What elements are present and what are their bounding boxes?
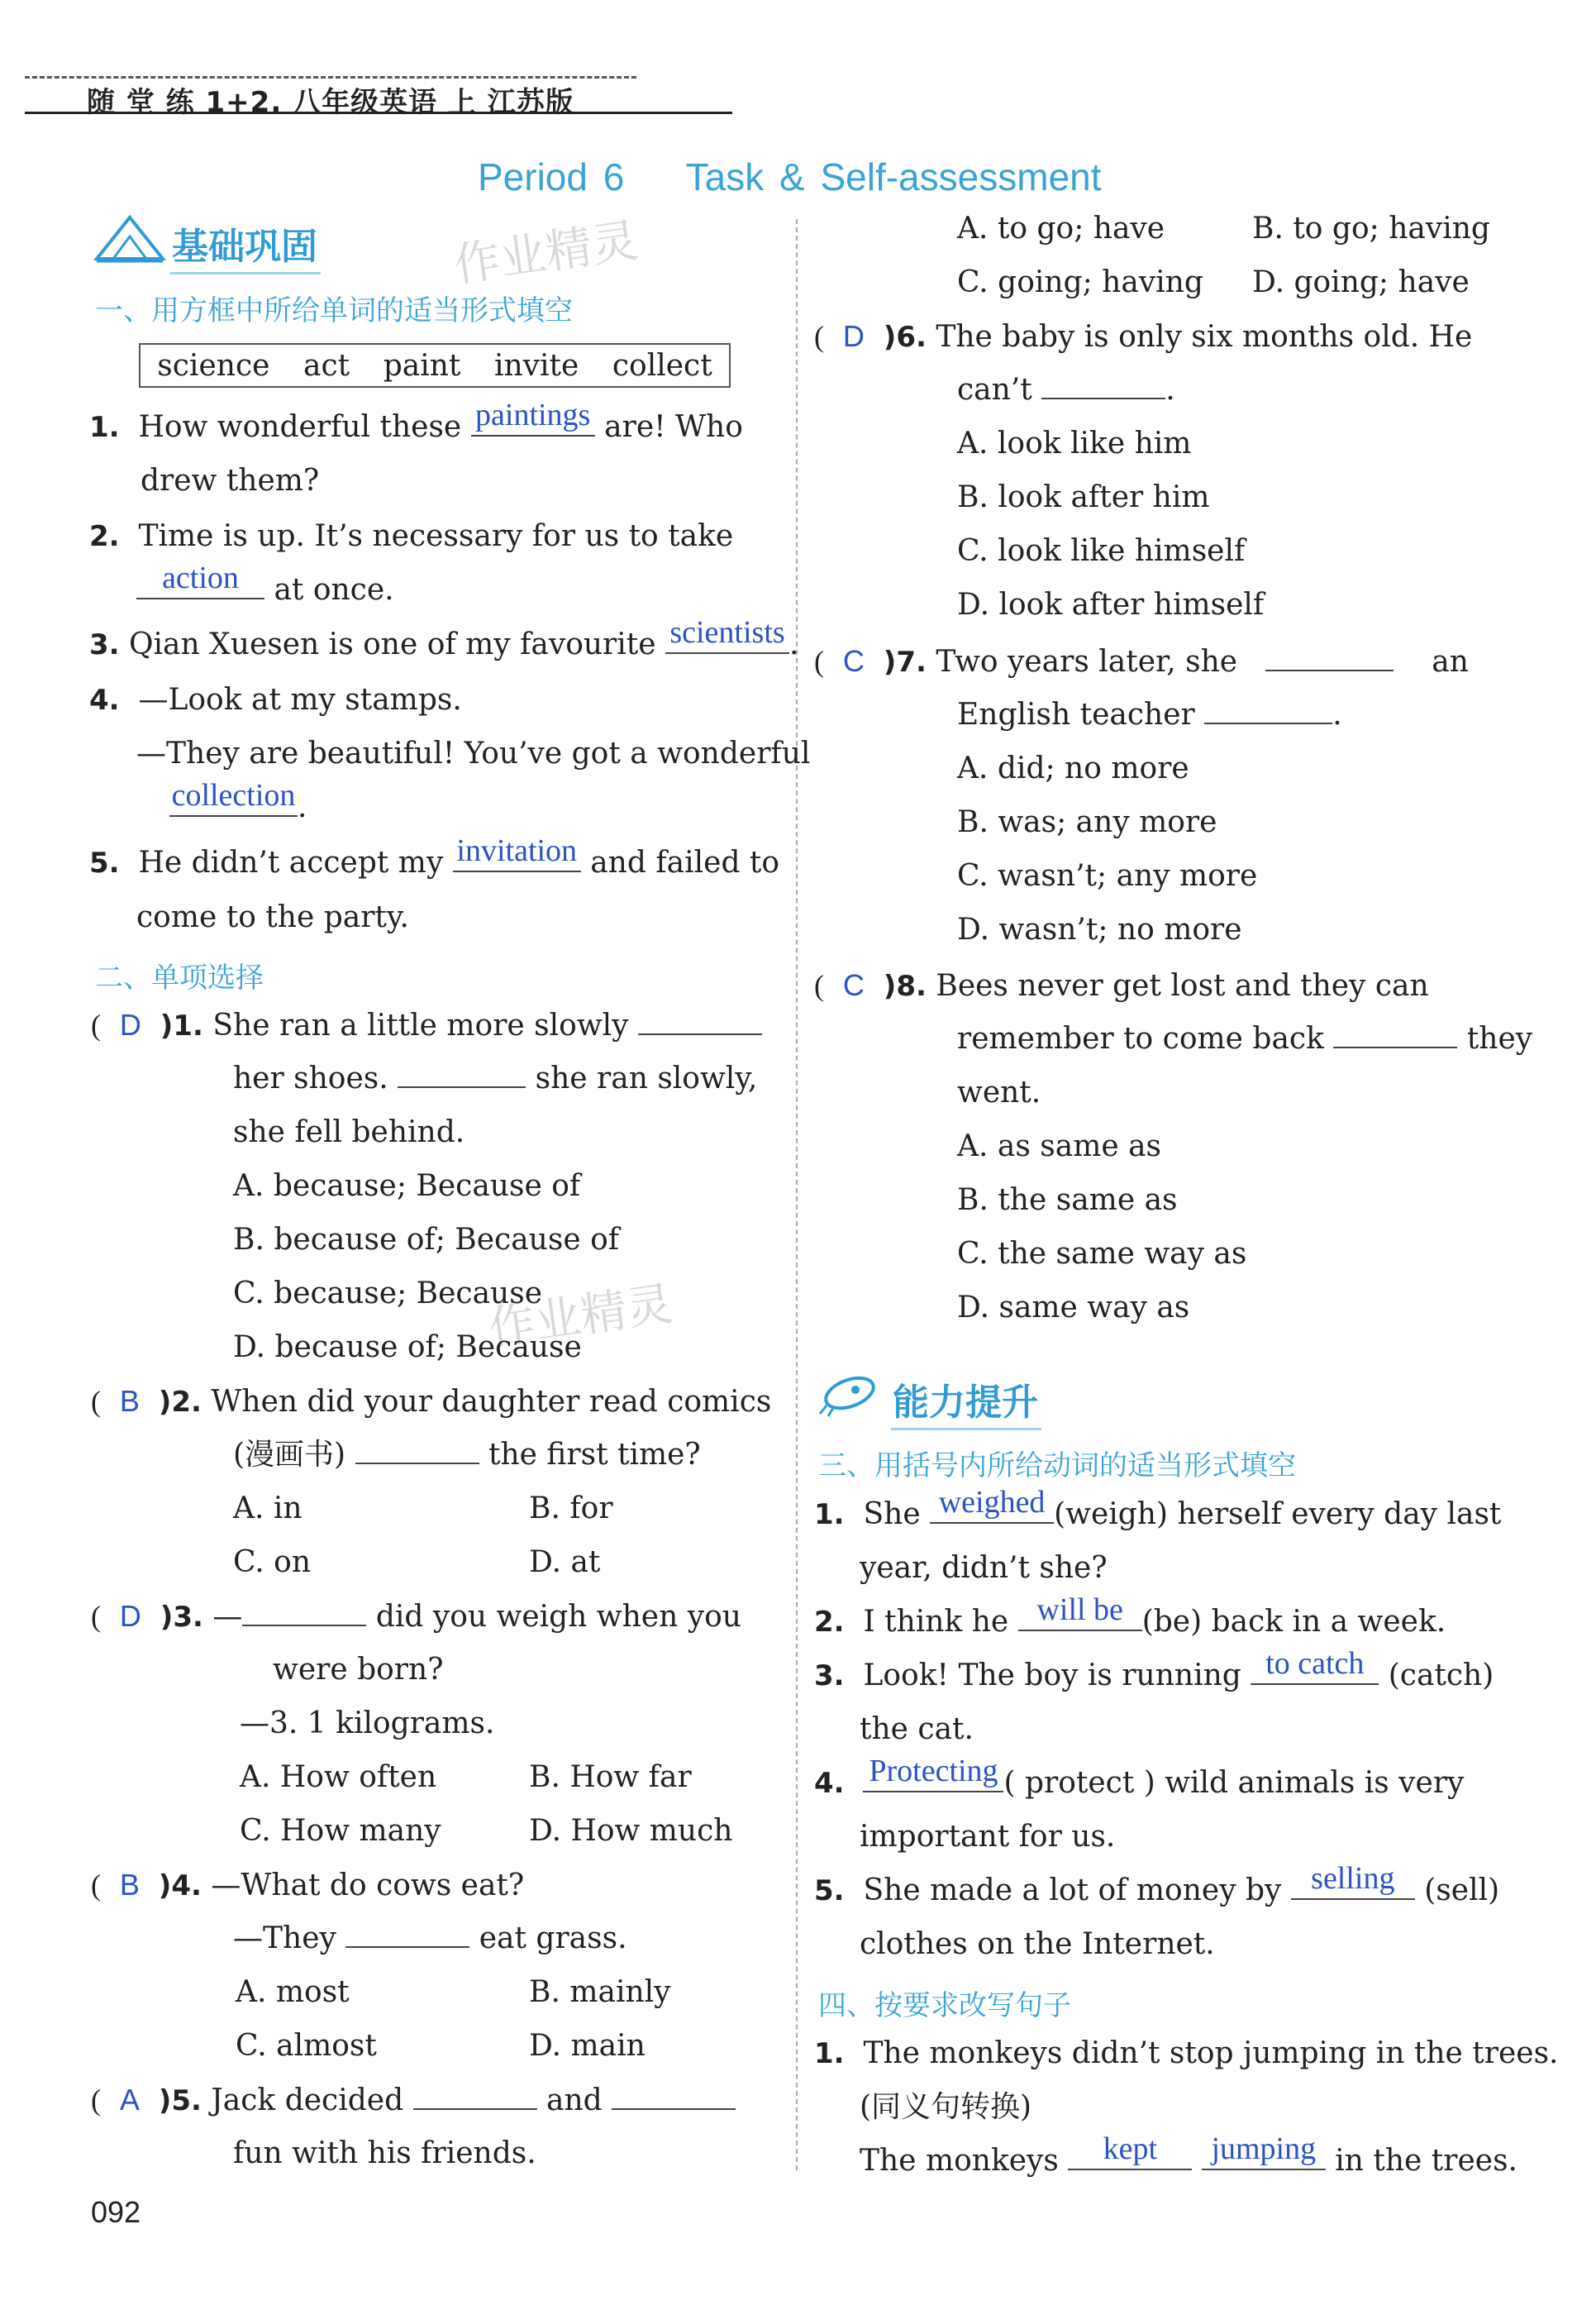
answer-blank[interactable] bbox=[355, 1438, 479, 1464]
question-4-reply: —They are beautiful! You’ve got a wonderful bbox=[136, 737, 811, 771]
period-label: Period 6 bbox=[478, 155, 625, 198]
page-number: 092 bbox=[91, 2195, 141, 2229]
mc-question-5: ( A )5. Jack decided and bbox=[91, 2082, 736, 2119]
option[interactable]: D. going; have bbox=[1252, 265, 1470, 299]
option[interactable]: C. wasn’t; any more bbox=[957, 859, 1258, 893]
mc-question-1-cont: her shoes. she ran slowly, bbox=[233, 1062, 758, 1095]
mc-question-5-cont: fun with his friends. bbox=[233, 2136, 536, 2170]
question-2: 2. Time is up. It’s necessary for us to take bbox=[89, 519, 734, 553]
option[interactable]: B. to go; having bbox=[1252, 212, 1490, 246]
question-5-cont: come to the party. bbox=[136, 900, 409, 934]
mc-question-7-cont: English teacher . bbox=[957, 698, 1342, 732]
option[interactable]: D. at bbox=[529, 1545, 601, 1579]
rocket-icon bbox=[818, 1368, 884, 1421]
option[interactable]: A. as same as bbox=[957, 1129, 1162, 1163]
mc-question-3-cont: were born? bbox=[273, 1653, 444, 1687]
option[interactable]: B. mainly bbox=[529, 1975, 671, 2009]
word: science bbox=[157, 348, 270, 383]
answer-blank[interactable] bbox=[1041, 373, 1165, 399]
mc-question-4: ( B )4. —What do cows eat? bbox=[91, 1868, 525, 1902]
option[interactable]: D. because of; Because bbox=[233, 1330, 582, 1364]
word: collect bbox=[612, 348, 712, 383]
answer-blank[interactable]: weighed bbox=[930, 1497, 1054, 1524]
book-header: 随 堂 练 1+2. 八年级英语 上 江苏版 bbox=[87, 86, 574, 119]
option[interactable]: C. almost bbox=[236, 2029, 377, 2063]
option[interactable]: C. the same way as bbox=[957, 1237, 1247, 1271]
header-rule bbox=[25, 112, 732, 114]
question-4: 4. —Look at my stamps. bbox=[89, 683, 462, 717]
answer-blank[interactable]: collection bbox=[169, 790, 298, 817]
fill-question-1: 1. She weighed (weigh) herself every day last bbox=[814, 1485, 1502, 1531]
column-divider bbox=[796, 219, 798, 2170]
fill-question-4-cont: important for us. bbox=[860, 1820, 1116, 1854]
question-1: 1. How wonderful these paintings are! Who bbox=[89, 398, 743, 444]
option[interactable]: B. for bbox=[529, 1491, 613, 1525]
page-title bbox=[478, 155, 1101, 199]
fill-question-5: 5. She made a lot of money by selling (sell) bbox=[814, 1861, 1500, 1907]
option[interactable]: C. How many bbox=[240, 1814, 441, 1848]
answer-blank[interactable]: scientists bbox=[665, 628, 789, 654]
option[interactable]: B. How far bbox=[529, 1760, 692, 1794]
option[interactable]: D. same way as bbox=[957, 1291, 1190, 1324]
answer-blank[interactable]: action bbox=[136, 573, 264, 599]
fill-question-5-cont: clothes on the Internet. bbox=[860, 1927, 1215, 1961]
question-1-cont: drew them? bbox=[141, 464, 320, 498]
option[interactable]: B. because of; Because of bbox=[233, 1223, 620, 1257]
part4-title: 四、按要求改写句子 bbox=[818, 1989, 1071, 2022]
option[interactable]: D. wasn’t; no more bbox=[957, 913, 1242, 947]
mc-question-2: ( B )2. When did your daughter read comics bbox=[91, 1384, 772, 1419]
question-3: 3. Qian Xuesen is one of my favourite scientists . bbox=[89, 615, 799, 661]
option[interactable]: A. to go; have bbox=[957, 212, 1165, 246]
option[interactable]: C. going; having bbox=[957, 265, 1203, 299]
part3-title: 三、用括号内所给动词的适当形式填空 bbox=[818, 1449, 1296, 1482]
word: paint bbox=[383, 348, 461, 383]
answer-blank[interactable] bbox=[398, 1062, 526, 1088]
mc-question-6-cont: can’t . bbox=[957, 373, 1175, 407]
answer-blank[interactable] bbox=[638, 1009, 762, 1035]
compass-icon bbox=[93, 213, 167, 266]
answer-blank[interactable] bbox=[612, 2083, 736, 2110]
mc-question-3-answer-line: —3. 1 kilograms. bbox=[240, 1706, 495, 1740]
watermark: 作业精灵 bbox=[450, 213, 642, 294]
answer-blank[interactable]: to catch bbox=[1251, 1659, 1379, 1685]
mc-question-8: ( C )8. Bees never get lost and they can bbox=[814, 968, 1429, 1003]
question-2-cont: action at once. bbox=[136, 572, 394, 609]
answer-blank[interactable] bbox=[242, 1600, 366, 1626]
answer-blank[interactable] bbox=[1265, 645, 1394, 671]
answer-blank[interactable]: jumping bbox=[1202, 2144, 1326, 2170]
answer-blank[interactable] bbox=[1333, 1022, 1457, 1048]
question-5: 5. He didn’t accept my invitation and failed to bbox=[89, 833, 780, 880]
option[interactable]: D. look after himself bbox=[957, 588, 1265, 622]
option[interactable]: D. How much bbox=[529, 1814, 733, 1848]
option[interactable]: B. was; any more bbox=[957, 805, 1217, 839]
answer-blank[interactable] bbox=[345, 1921, 469, 1948]
answer-blank[interactable]: will be bbox=[1018, 1605, 1142, 1631]
option[interactable]: A. in bbox=[233, 1491, 303, 1525]
option[interactable]: A. look like him bbox=[957, 427, 1192, 461]
answer-blank[interactable]: kept bbox=[1068, 2144, 1192, 2170]
part1-title: 一、用方框中所给单词的适当形式填空 bbox=[95, 294, 573, 327]
mc-question-8-end: went. bbox=[957, 1076, 1041, 1110]
option[interactable]: C. because; Because bbox=[233, 1277, 543, 1310]
option[interactable]: C. look like himself bbox=[957, 534, 1246, 568]
mc-question-3: ( D )3. — did you weigh when you bbox=[91, 1599, 741, 1634]
fill-question-3-cont: the cat. bbox=[860, 1712, 974, 1746]
answer-blank[interactable] bbox=[413, 2083, 537, 2110]
word: act bbox=[303, 348, 350, 383]
answer-blank[interactable]: selling bbox=[1291, 1873, 1415, 1900]
option[interactable]: B. the same as bbox=[957, 1183, 1178, 1217]
fill-question-3: 3. Look! The boy is running to catch (catch) bbox=[814, 1646, 1494, 1692]
topic-label: Task & Self-assessment bbox=[685, 155, 1102, 198]
mc-question-6: ( D )6. The baby is only six months old. He bbox=[814, 319, 1473, 354]
answer-blank[interactable]: invitation bbox=[453, 846, 581, 872]
watermark: 作业精灵 bbox=[485, 1277, 677, 1357]
answer-blank[interactable] bbox=[1204, 698, 1332, 724]
word-box bbox=[139, 343, 731, 388]
section-heading-basics: 基础巩固 bbox=[172, 217, 317, 270]
rewrite-answer-line: The monkeys kept jumping in the trees. bbox=[860, 2131, 1517, 2178]
option[interactable]: A. did; no more bbox=[957, 752, 1189, 785]
option[interactable]: A. most bbox=[236, 1975, 350, 2009]
fill-question-4: 4. Protecting ( protect ) wild animals is very bbox=[814, 1754, 1465, 1800]
mc-question-7: ( C )7. Two years later, she an bbox=[814, 644, 1469, 679]
mc-question-1-end: she fell behind. bbox=[233, 1115, 465, 1149]
option[interactable]: B. look after him bbox=[957, 480, 1210, 514]
option[interactable]: D. main bbox=[529, 2029, 646, 2063]
word: invite bbox=[493, 348, 579, 383]
fill-question-2: 2. I think he will be (be) back in a week. bbox=[814, 1592, 1446, 1639]
answer-blank[interactable]: paintings bbox=[471, 410, 595, 437]
mc-question-8-cont: remember to come back they bbox=[957, 1022, 1533, 1056]
part2-title: 二、单项选择 bbox=[95, 962, 264, 995]
rewrite-question-1: 1. The monkeys didn’t stop jumping in the trees. bbox=[814, 2036, 1559, 2070]
option[interactable]: C. on bbox=[233, 1545, 312, 1579]
section-heading-improve: 能力提升 bbox=[893, 1372, 1038, 1425]
rewrite-instruction: (同义句转换) bbox=[860, 2090, 1032, 2124]
mc-question-4-cont: —They eat grass. bbox=[233, 1921, 627, 1955]
question-4-cont: collection . bbox=[169, 790, 307, 826]
header-dashed-rule bbox=[25, 76, 636, 79]
option[interactable]: A. because; Because of bbox=[233, 1169, 581, 1203]
option[interactable]: A. How often bbox=[240, 1760, 437, 1794]
mc-question-2-cont: (漫画书) the first time? bbox=[233, 1438, 701, 1472]
answer-blank[interactable]: Protecting bbox=[863, 1766, 1003, 1792]
mc-question-1: ( D )1. She ran a little more slowly bbox=[91, 1007, 762, 1044]
fill-question-1-cont: year, didn’t she? bbox=[860, 1551, 1108, 1585]
